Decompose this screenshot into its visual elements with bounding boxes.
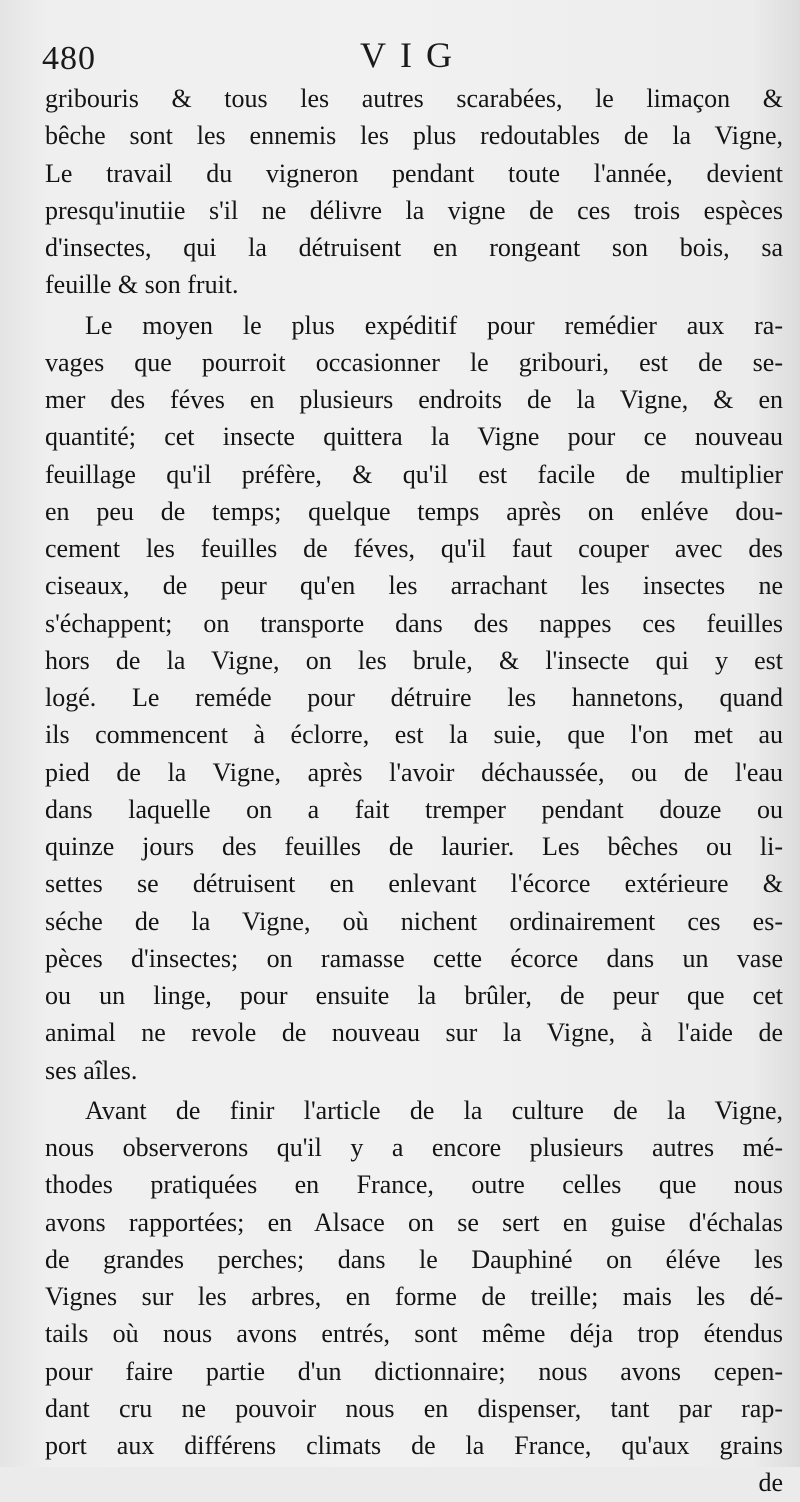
- text-line: pour faire partie d'un dictionnaire; nous avons cepen-: [45, 1356, 783, 1386]
- text-line: pied de la Vigne, après l'avoir déchaussée, ou de l'eau: [45, 757, 783, 787]
- text-line: Le moyen le plus expéditif pour remédier aux ra-: [85, 310, 783, 340]
- text-line: dans laquelle on a fait tremper pendant douze ou: [45, 794, 783, 824]
- page-header: [36, 28, 776, 88]
- text-line: ses aîles.: [45, 1055, 138, 1085]
- text-line: ils commencent à éclorre, est la suie, que l'on met au: [45, 720, 783, 750]
- text-line: pèces d'insectes; on ramasse cette écorce dans un vase: [45, 943, 783, 973]
- text-line: ciseaux, de peur qu'en les arrachant les insectes ne: [45, 571, 783, 601]
- text-line: nous observerons qu'il y a encore plusieurs autres mé-: [45, 1133, 783, 1162]
- text-line: gribouris & tous les autres scarabées, le limaçon &: [45, 84, 783, 113]
- paragraph-1: [45, 80, 783, 304]
- text-line: quinze jours des feuilles de laurier. Les bêches ou li-: [45, 832, 783, 861]
- text-line: animal ne revole de nouveau sur la Vigne, à l'aide de: [45, 1018, 783, 1048]
- paragraph-2: [45, 307, 783, 1089]
- text-line: s'échappent; on transporte dans des nappes ces feuilles: [45, 608, 783, 638]
- text-line: en peu de temps; quelque temps après on enléve dou-: [45, 496, 783, 526]
- running-head: VIG: [360, 35, 466, 75]
- paragraph-3: [45, 1092, 783, 1502]
- text-line: hors de la Vigne, on les brule, & l'insecte qui y est: [45, 645, 783, 675]
- text-line: thodes pratiquées en France, outre celles que nous: [45, 1170, 783, 1200]
- text-line: presqu'inutiie s'il ne délivre la vigne de ces trois espèces: [45, 195, 783, 225]
- text-line: port aux différens climats de la France, qu'aux grains: [45, 1431, 783, 1460]
- text-line: Avant de finir l'article de la culture de la Vigne,: [85, 1095, 783, 1125]
- text-line: feuillage qu'il préfère, & qu'il est facile de multiplier: [45, 459, 783, 489]
- text-line: quantité; cet insecte quittera la Vigne pour ce nouveau: [45, 422, 783, 452]
- text-line: de grandes perches; dans le Dauphiné on éléve les: [45, 1244, 783, 1274]
- text-line: feuille & son fruit.: [45, 270, 239, 300]
- text-line: vages que pourroit occasionner le gribouri, est de se-: [45, 347, 783, 377]
- text-line: mer des féves en plusieurs endroits de la Vigne, & en: [45, 385, 783, 414]
- page-number: 480: [42, 40, 96, 77]
- text-line: bêche sont les ennemis les plus redoutables de la Vigne,: [45, 121, 783, 151]
- text-line: logé. Le reméde pour détruire les hannetons, quand: [45, 683, 783, 712]
- text-block: [45, 80, 783, 1502]
- text-line: ou un linge, pour ensuite la brûler, de peur que cet: [45, 981, 783, 1010]
- text-line: tails où nous avons entrés, sont même déja trop étendus: [45, 1319, 783, 1349]
- text-line: dant cru ne pouvoir nous en dispenser, tant par rap-: [45, 1393, 783, 1423]
- text-line: cement les feuilles de féves, qu'il faut couper avec des: [45, 534, 783, 563]
- text-line: avons rapportées; en Alsace on se sert en guise d'échalas: [45, 1207, 783, 1237]
- text-line: Vignes sur les arbres, en forme de treille; mais les dé-: [45, 1282, 783, 1311]
- text-line: d'insectes, qui la détruisent en rongeant son bois, sa: [45, 233, 783, 262]
- text-line: séche de la Vigne, où nichent ordinairement ces es-: [45, 906, 783, 936]
- text-line: Le travail du vigneron pendant toute l'année, devient: [45, 158, 783, 188]
- catchword: de: [758, 1468, 783, 1498]
- text-line: settes se détruisent en enlevant l'écorce extérieure &: [45, 869, 783, 899]
